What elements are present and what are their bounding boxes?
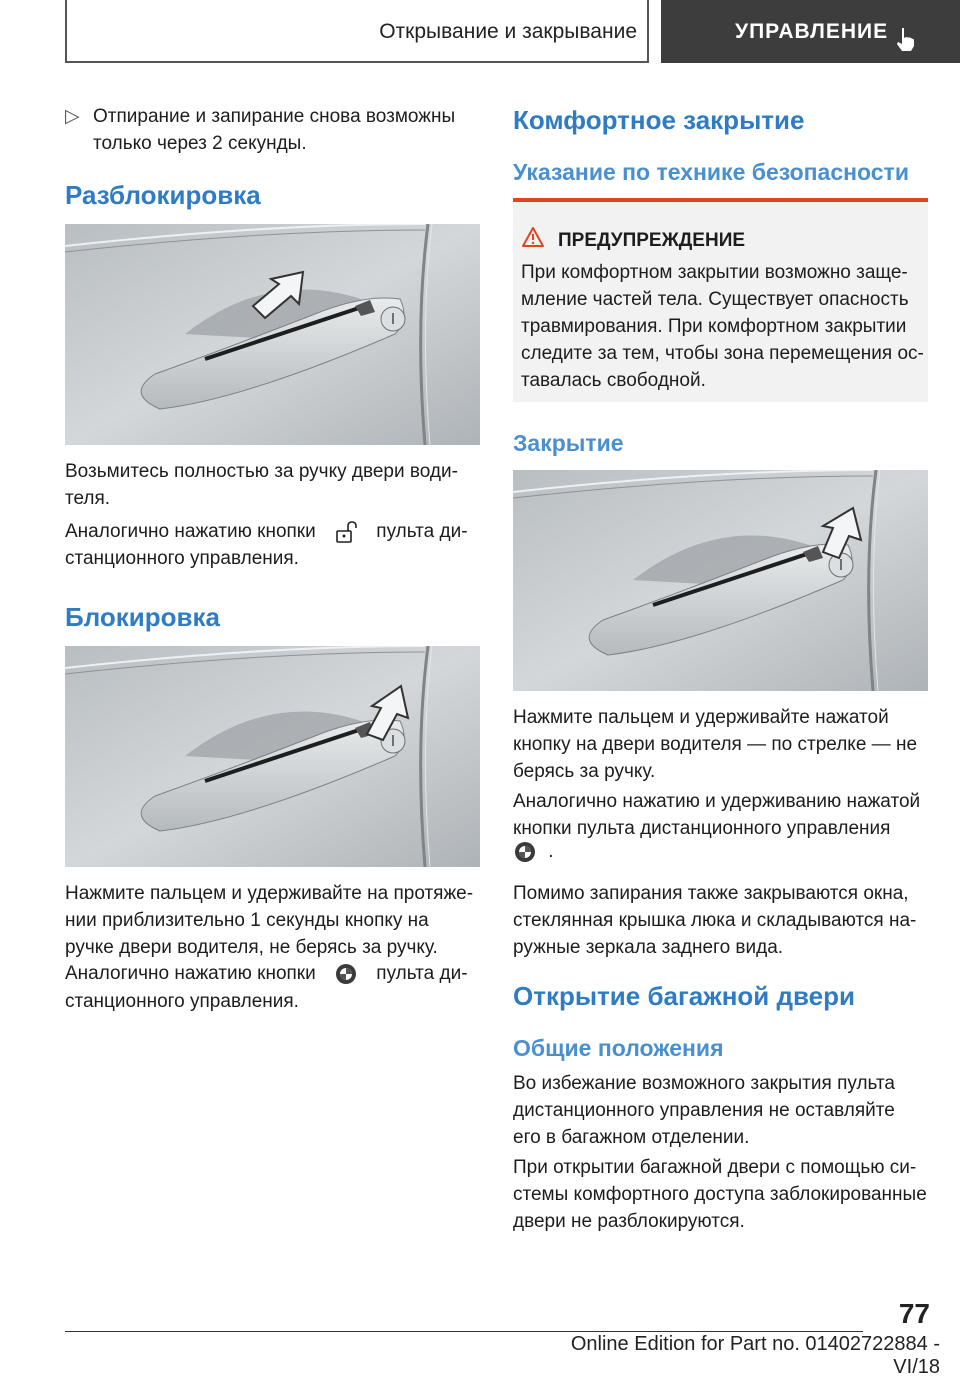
page-number: 77 (898, 1298, 930, 1329)
close-text-line-4: Аналогично нажатию и удерживанию нажатой (513, 791, 921, 812)
warning-line-2: мление частей тела. Существует опасность (521, 289, 909, 310)
close-text-line-9: ружные зеркала заднего вида. (513, 937, 784, 958)
heading-trunk-open: Открытие багажной двери (513, 981, 855, 1011)
unlock-padlock-icon (327, 520, 365, 544)
warning-line-3: травмирования. При комфортном закрытии (521, 316, 907, 337)
footer-divider (65, 1331, 863, 1332)
bmw-logo-icon (327, 962, 365, 986)
warning-title: ПРЕДУПРЕЖДЕНИЕ (558, 230, 746, 251)
warning-line-4: следите за тем, чтобы зона перемещения ос- (521, 343, 924, 364)
close-text-line-7: Помимо запирания также закрываются окна, (513, 883, 909, 904)
heading-general: Общие положения (513, 1035, 724, 1061)
bmw-logo-icon (513, 840, 537, 864)
unlock-text-line-2: теля. (65, 488, 111, 509)
general-text-line-1: Во избежание возможного закрытия пульта (513, 1073, 895, 1094)
close-text-line-5: кнопки пульта дистанционного управления (513, 818, 891, 839)
chapter-title: УПРАВЛЕНИЕ (735, 19, 889, 43)
unlock-text-line-1: Возьмитесь полностью за ручку двери води- (65, 461, 458, 482)
lock-text-line-3: ручке двери водителя, не берясь за ручку. (65, 937, 438, 958)
close-text-line-2: кнопку на двери водителя — по стрелке — не (513, 734, 918, 755)
close-text-line-3: берясь за ручку. (513, 761, 656, 782)
warning-line-1: При комфортном закрытии возможно заще- (521, 262, 908, 283)
bullet-marker: ▷ (65, 106, 80, 127)
heading-safety: Указание по технике безопасности (513, 159, 909, 185)
section-title: Открывание и закрывание (379, 19, 637, 43)
bullet-text-line-1: Отпирание и запирание снова возможны (93, 106, 456, 127)
unlock-text-line-3: Аналогично нажатию кнопки пульта ди- (65, 521, 468, 542)
door-handle-unlock-image (65, 224, 480, 445)
general-text-line-4: При открытии багажной двери с помощью си- (513, 1157, 917, 1178)
pointing-hand-icon (893, 26, 919, 52)
lock-text-line-1: Нажмите пальцем и удерживайте на протяже- (65, 883, 474, 904)
heading-comfort-close: Комфортное закрытие (513, 105, 805, 135)
general-text-line-6: двери не разблокируются. (513, 1211, 745, 1232)
heading-closing: Закрытие (513, 430, 624, 456)
close-text-line-8: стеклянная крышка люка и складываются на- (513, 910, 917, 931)
heading-unlock: Разблокировка (65, 180, 261, 210)
unlock-text-line-4: станционного управления. (65, 548, 299, 569)
edition-note: Online Edition for Part no. 01402722884 - VI/18 (570, 1333, 940, 1378)
lock-text-line-4: Аналогично нажатию кнопки пульта ди- (65, 963, 468, 984)
general-text-line-5: стемы комфортного доступа заблокированные (513, 1184, 927, 1205)
bullet-text-line-2: только через 2 секунды. (93, 133, 307, 154)
warning-triangle-icon (521, 226, 545, 248)
general-text-line-2: дистанционного управления не оставляйте (513, 1100, 895, 1121)
lock-text-line-5: станционного управления. (65, 991, 299, 1012)
lock-text-line-2: нии приблизительно 1 секунды кнопку на (65, 910, 429, 931)
heading-lock: Блокировка (65, 602, 220, 632)
close-text-line-1: Нажмите пальцем и удерживайте нажатой (513, 707, 889, 728)
door-handle-close-image (513, 470, 928, 691)
door-handle-lock-image (65, 646, 480, 867)
warning-line-5: тавалась свободной. (521, 370, 706, 391)
general-text-line-3: его в багажном отделении. (513, 1127, 750, 1148)
close-text-line-6: . (513, 838, 554, 865)
